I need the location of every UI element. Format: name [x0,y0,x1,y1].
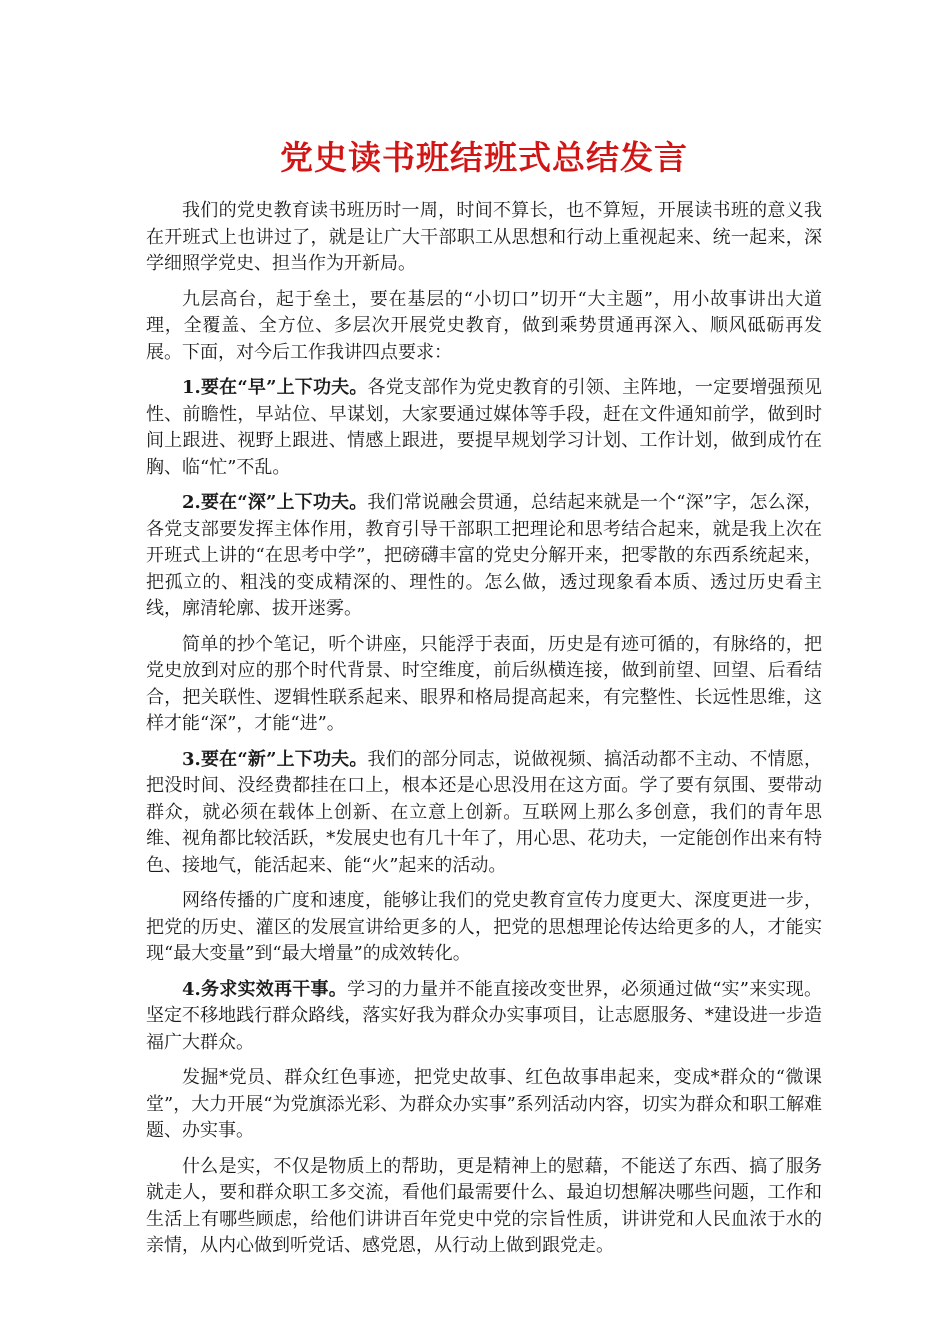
paragraph-text: 什么是实，不仅是物质上的帮助，更是精神上的慰藉，不能送了东西、搞了服务就走人，要和群众职工多交流，看他们最需要什么、最迫切想解决哪些问题，工作和生活上有哪些顾虑，给他们讲讲百年党史中党的宗旨性质，讲讲党和人民血浓于水的亲情，从内心做到听党话、感党恩，从行动上做到跟党走。 [146,1155,822,1256]
paragraph-4 [146,490,822,623]
paragraph-10 [146,1154,822,1260]
paragraph-lead: 2.要在“深”上下功夫。 [182,492,368,513]
paragraph-text: 九层高台，起于垒土，要在基层的“小切口”切开“大主题”，用小故事讲出大道理，全覆盖、全方位、多层次开展党史教育，做到乘势贯通再深入、顺风砥砺再发展。下面，对今后工作我讲四点要求： [146,288,822,363]
paragraph-8 [146,977,822,1057]
paragraph-text: 我们常说融会贯通，总结起来就是一个“深”字，怎么深，各党支部要发挥主体作用，教育引导干部职工把理论和思考结合起来，就是我上次在开班式上讲的“在思考中学”，把磅礴丰富的党史分解开来，把零散的东西系统起来，把孤立的、粗浅的变成精深的、理性的。怎么做，透过现象看本质、透过历史看主线，廓清轮廓、拔开迷雾。 [146,492,822,619]
paragraph-3 [146,375,822,481]
paragraph-7 [146,888,822,968]
paragraph-text: 发掘*党员、群众红色事迹，把党史故事、红色故事串起来，变成*群众的“微课堂”，大力开展“为党旗添光彩、为群众办实事”系列活动内容，切实为群众和职工解难题、办实事。 [146,1067,822,1141]
paragraph-text: 我们的党史教育读书班历时一周，时间不算长，也不算短，开展读书班的意义我在开班式上也讲过了，就是让广大干部职工从思想和行动上重视起来、统一起来，深学细照学党史、担当作为开新局。 [146,200,822,274]
document-title: 党史读书班结班式总结发言 [280,138,688,177]
paragraph-text: 各党支部作为党史教育的引领、主阵地，一定要增强预见性、前瞻性，早站位、早谋划，大家要通过媒体等手段，赶在文件通知前学，做到时间上跟进、视野上跟进、情感上跟进，要提早规划学习计划、工作计划，做到成竹在胸、临“忙”不乱。 [146,377,823,478]
paragraph-6 [146,747,822,880]
paragraph-text: 我们的部分同志，说做视频、搞活动都不主动、不情愿，把没时间、没经费都挂在口上，根本还是心思没用在这方面。学了要有氛围、要带动群众，就必须在载体上创新、在立意上创新。互联网上那么多创意，我们的青年思维、视角都比较活跃，*发展史也有几十年了，用心思、花功夫，一定能创作出来有特色、接地气，能活起来、能“火”起来的活动。 [146,748,823,876]
document-page [146,132,822,1269]
paragraph-text: 网络传播的广度和速度，能够让我们的党史教育宣传力度更大、深度更进一步，把党的历史、灌区的发展宣讲给更多的人，把党的思想理论传达给更多的人，才能实现“最大变量”到“最大增量”的成效转化。 [146,890,822,964]
paragraph-1 [146,198,822,278]
paragraph-2 [146,287,822,367]
paragraph-lead: 3.要在“新”上下功夫。 [182,748,368,770]
paragraph-lead: 4.务求实效再干事。 [182,978,348,1000]
paragraph-lead: 1.要在“早”上下功夫。 [182,377,368,398]
paragraph-text: 学习的力量并不能直接改变世界，必须通过做“实”来实现。坚定不移地践行群众路线，落实好我为群众办实事项目，让志愿服务、*建设进一步造福广大群众。 [146,978,822,1053]
paragraph-9 [146,1065,822,1145]
paragraph-text: 简单的抄个笔记，听个讲座，只能浮于表面，历史是有迹可循的，有脉络的，把党史放到对应的那个时代背景、时空维度，前后纵横连接，做到前望、回望、后看结合，把关联性、逻辑性联系起来、眼界和格局提高起来，有完整性、长远性思维，这样才能“深”，才能“进”。 [146,633,822,734]
paragraph-5 [146,632,822,738]
